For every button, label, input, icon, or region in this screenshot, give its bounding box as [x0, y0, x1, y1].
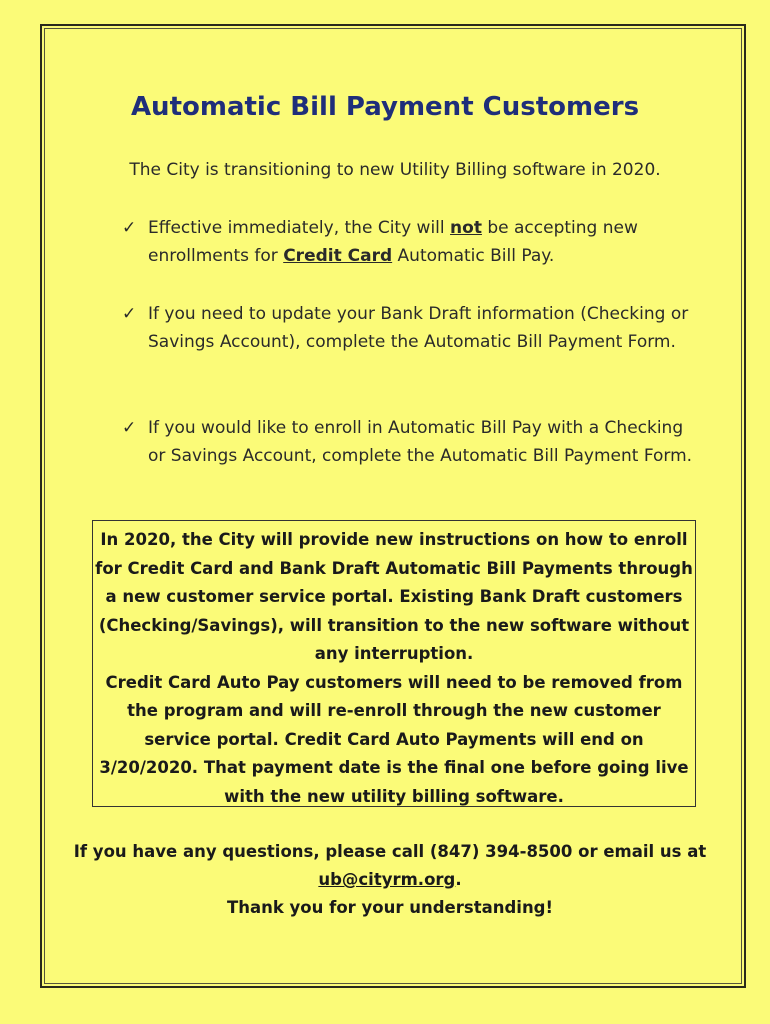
emphasis-credit-card: Credit Card [283, 246, 393, 266]
list-item-text: If you would like to enroll in Automatic Bill Pay with a Checking or Savings Account, complete the Automatic Bill Payment Form. [148, 418, 693, 466]
thanks-line: Thank you for your understanding! [226, 898, 554, 917]
intro-text: The City is transitioning to new Utility Billing software in 2020. [129, 160, 661, 180]
list-item-enroll [122, 414, 702, 470]
notice-paragraph-1: In 2020, the City will provide new instructions on how to enroll for Credit Card and Bank Draft Automatic Bill Payments through a new customer service portal. Existing Bank Draft customers (Checking/Savings), will transition to the new software without any interruption. [95, 530, 693, 663]
list-item-text: If you need to update your Bank Draft information (Checking or Savings Account), complete the Automatic Bill Payment Form. [148, 304, 689, 352]
contact-line: If you have any questions, please call (847) 394-8500 or email us at ub@cityrm.org. [73, 842, 707, 889]
list-item-text: Effective immediately, the City will not be accepting new enrollments for Credit Card Automatic Bill Pay. [148, 218, 638, 266]
list-item-update-bank-draft [122, 300, 702, 356]
notice-box [92, 520, 696, 807]
checkmark-icon: ✓ [122, 418, 137, 438]
page-title: Automatic Bill Payment Customers [130, 92, 640, 122]
contact-section [60, 838, 720, 922]
checkmark-icon: ✓ [122, 304, 137, 324]
emphasis-not: not [450, 218, 482, 238]
checkmark-icon: ✓ [122, 218, 137, 238]
notice-paragraph-2: Credit Card Auto Pay customers will need to be removed from the program and will re-enroll through the new customer service portal. Credit Card Auto Payments will end on 3/20/2020. That payment date is the final one before going live with the new utility billing software. [99, 672, 689, 806]
list-item-credit-card [122, 214, 702, 270]
email-link[interactable]: ub@cityrm.org [318, 870, 456, 889]
